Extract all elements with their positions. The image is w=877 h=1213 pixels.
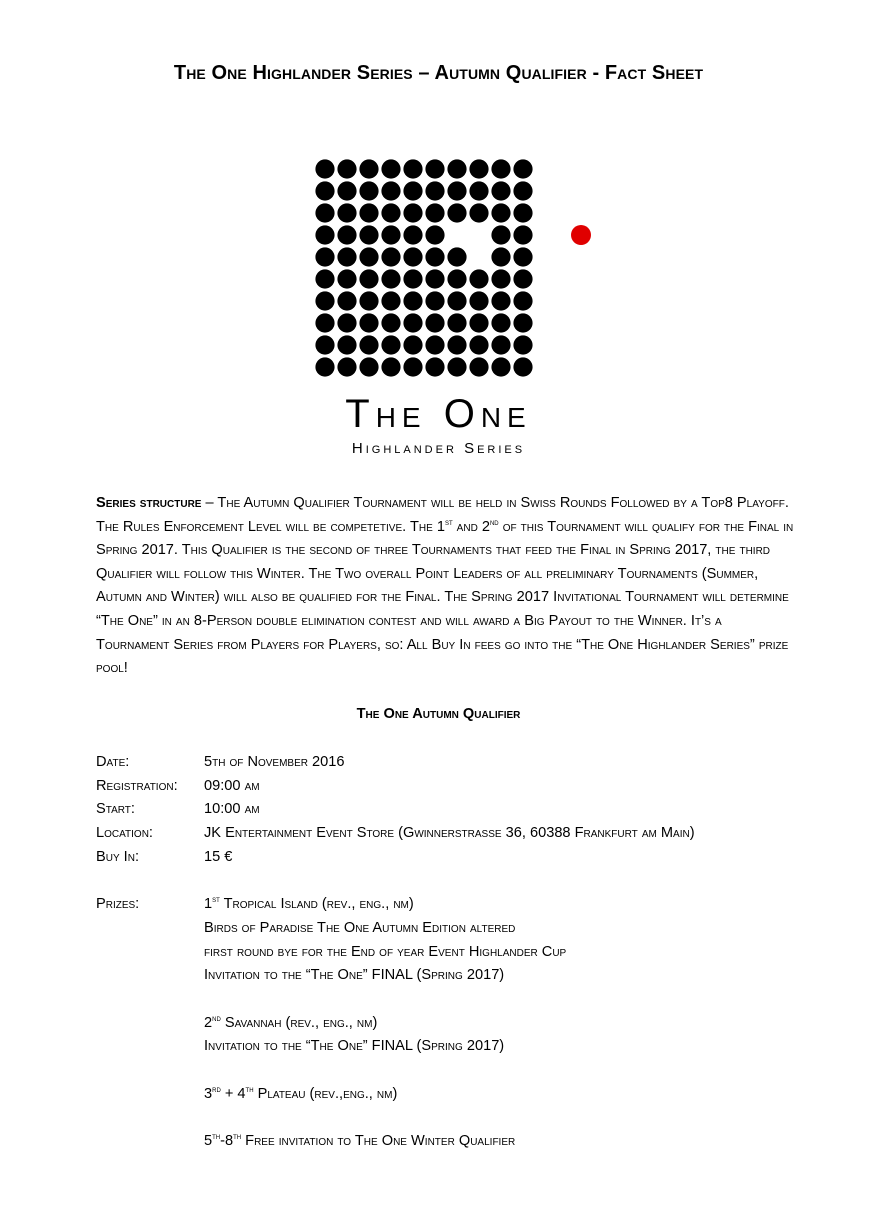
logo-dot (447, 247, 466, 266)
logo-dot (403, 313, 422, 332)
detail-value: 10:00 am (204, 801, 260, 817)
logo-name: The One (345, 392, 532, 436)
detail-label: Date: (96, 754, 130, 770)
prize-fifth-item: Free invitation to The One Winter Qualifier (241, 1133, 516, 1149)
logo-dot (491, 291, 510, 310)
logo-dot (337, 291, 356, 310)
logo-dot (403, 335, 422, 354)
page-title: The One Highlander Series – Autumn Qualifier - Fact Sheet (173, 62, 704, 84)
logo-dot (381, 247, 400, 266)
logo-red-dot (571, 225, 591, 245)
logo-dot (425, 291, 444, 310)
logo-dot (403, 247, 422, 266)
logo-dot (469, 159, 488, 178)
series-structure-lead: Series structure (96, 495, 202, 511)
logo-dot (425, 269, 444, 288)
logo-dot (513, 225, 532, 244)
detail-value: 5th of November 2016 (204, 754, 345, 770)
detail-value: 15 € (204, 849, 233, 865)
detail-value: 09:00 am (204, 778, 260, 794)
prize-second-line2: Invitation to the “The One” FINAL (Spring 2017) (204, 1038, 505, 1054)
prize-eighth-sup: th (233, 1132, 242, 1141)
prize-second (204, 1015, 377, 1031)
logo-dot (315, 357, 334, 376)
prize-fifth-sup: th (212, 1132, 221, 1141)
logo-dot (403, 203, 422, 222)
logo-dot (425, 357, 444, 376)
logo-dot (337, 181, 356, 200)
logo-dot (337, 335, 356, 354)
logo-dot (381, 291, 400, 310)
logo-dot (315, 313, 334, 332)
logo-dot (381, 203, 400, 222)
logo-dot (447, 181, 466, 200)
logo-dot (513, 335, 532, 354)
logo-dot (403, 181, 422, 200)
logo-dot (403, 225, 422, 244)
logo-dot (469, 357, 488, 376)
prize-third-fourth (204, 1086, 397, 1102)
logo-dot (447, 159, 466, 178)
prize-fifth-eighth (204, 1133, 515, 1149)
detail-value: JK Entertainment Event Store (Gwinnerstraße 36, 60388 Frankfurt am Main) (204, 825, 695, 841)
logo-dot (381, 225, 400, 244)
logo-dot (359, 203, 378, 222)
logo-dot (359, 335, 378, 354)
logo-dot (491, 225, 510, 244)
logo-dot (513, 181, 532, 200)
logo-dot (447, 269, 466, 288)
logo-dot (491, 335, 510, 354)
detail-label: Buy In: (96, 849, 140, 865)
prize-first-sup: st (212, 895, 220, 904)
logo-dot (425, 203, 444, 222)
logo-dot (337, 313, 356, 332)
logo-dot (469, 181, 488, 200)
logo-dot (447, 313, 466, 332)
prize-fifth-num: 5 (204, 1133, 213, 1149)
logo-dot (513, 269, 532, 288)
logo-dot (513, 291, 532, 310)
logo-dot (381, 313, 400, 332)
logo-dot (513, 247, 532, 266)
logo-dot (315, 225, 334, 244)
logo-dot (359, 181, 378, 200)
prize-third-mid: + 4 (220, 1086, 246, 1102)
logo-dot (491, 269, 510, 288)
prize-first-item: Tropical Island (rev., eng., nm) (219, 896, 414, 912)
logo-dot (491, 247, 510, 266)
logo-dot (381, 335, 400, 354)
logo-dot (359, 247, 378, 266)
logo-dot (403, 291, 422, 310)
logo-dot (425, 225, 444, 244)
logo-dot (381, 269, 400, 288)
logo-dot (447, 357, 466, 376)
logo-dot (359, 291, 378, 310)
logo-dot (315, 269, 334, 288)
prize-first-line3: first round bye for the End of year Event Highlander Cup (204, 944, 567, 960)
logo-dot (491, 181, 510, 200)
intro-text-3: of this Tournament will qualify for the Final in Spring 2017. This Qualifier is the second of three Tournaments that feed the Final in Spring 2017, the third Qualifier will follow this Winter. The Two overall Point Leaders of all preliminary Tournaments (Summer, Autumn and Winter) will also be qualified for the Final. The Spring 2017 Invitational Tournament will determine “The One” in an 8-Person double elimination contest and will award a Big Payout to the Winner. It’s a Tournament Series from Players for Players, so: All Buy In fees go into the “The One Highlander Series” prize pool! (96, 518, 794, 677)
logo-dot (381, 357, 400, 376)
logo-dot (447, 291, 466, 310)
logo-dot (315, 203, 334, 222)
prize-second-num: 2 (204, 1015, 213, 1031)
prize-first-line2: Birds of Paradise The One Autumn Edition altered (204, 920, 516, 936)
logo-dot (469, 313, 488, 332)
logo-subtitle: Highlander Series (351, 440, 526, 457)
logo-dot (403, 269, 422, 288)
logo-dot (403, 357, 422, 376)
logo-dot (491, 313, 510, 332)
prize-second-sup: nd (212, 1014, 221, 1023)
logo-dot (513, 313, 532, 332)
intro-text-1: – The Autumn Qualifier Tournament will be held in Swiss Rounds Followed by a Top8 Playoff. The Rules Enforcement Level will be competetive. The 1 (96, 495, 789, 535)
logo-dot (513, 203, 532, 222)
prize-first-line4: Invitation to the “The One” FINAL (Spring 2017) (204, 967, 505, 983)
logo-dot (447, 335, 466, 354)
logo-dot (425, 313, 444, 332)
prize-second-item: Savannah (rev., eng., nm) (220, 1015, 378, 1031)
logo-dot (337, 357, 356, 376)
prize-first (204, 896, 414, 912)
prize-third-num: 3 (204, 1086, 213, 1102)
logo-dot (469, 203, 488, 222)
intro-sup-1: st (444, 517, 453, 527)
logo-dot (337, 269, 356, 288)
prizes-label: Prizes: (96, 896, 140, 912)
logo-dot (403, 159, 422, 178)
logo-dot (469, 335, 488, 354)
logo-dot (425, 181, 444, 200)
logo-dot (447, 203, 466, 222)
logo-dot (315, 335, 334, 354)
logo-dot (359, 313, 378, 332)
logo-dot (359, 159, 378, 178)
detail-label: Location: (96, 825, 153, 841)
logo-dot (491, 203, 510, 222)
logo-dot (359, 269, 378, 288)
logo-dot (491, 159, 510, 178)
series-structure-paragraph (96, 492, 796, 681)
logo-dot (337, 247, 356, 266)
logo-dot (315, 291, 334, 310)
logo-dot (337, 225, 356, 244)
intro-sup-2: nd (489, 517, 499, 527)
prize-first-num: 1 (204, 896, 213, 912)
intro-text-2: and 2 (452, 518, 490, 535)
logo-dot (359, 225, 378, 244)
logo-dot (425, 335, 444, 354)
logo-dot (513, 357, 532, 376)
prize-third-item: Plateau (rev.,eng., nm) (253, 1086, 398, 1102)
section-title: The One Autumn Qualifier (356, 706, 521, 722)
prize-fourth-sup: th (245, 1085, 254, 1094)
logo-dot (491, 357, 510, 376)
logo-dot (315, 247, 334, 266)
logo-dot (315, 159, 334, 178)
logo-dot (337, 159, 356, 178)
prize-fifth-mid: -8 (220, 1133, 234, 1149)
logo-dot (359, 357, 378, 376)
logo-dot (425, 247, 444, 266)
logo-dot (315, 181, 334, 200)
detail-label: Registration: (96, 778, 178, 794)
detail-label: Start: (96, 801, 135, 817)
logo-dot (381, 181, 400, 200)
logo-dot (425, 159, 444, 178)
logo-dot (469, 291, 488, 310)
logo-dot (469, 269, 488, 288)
prize-third-sup: rd (212, 1085, 221, 1094)
logo-dot (337, 203, 356, 222)
logo-dot (513, 159, 532, 178)
logo-dot (381, 159, 400, 178)
